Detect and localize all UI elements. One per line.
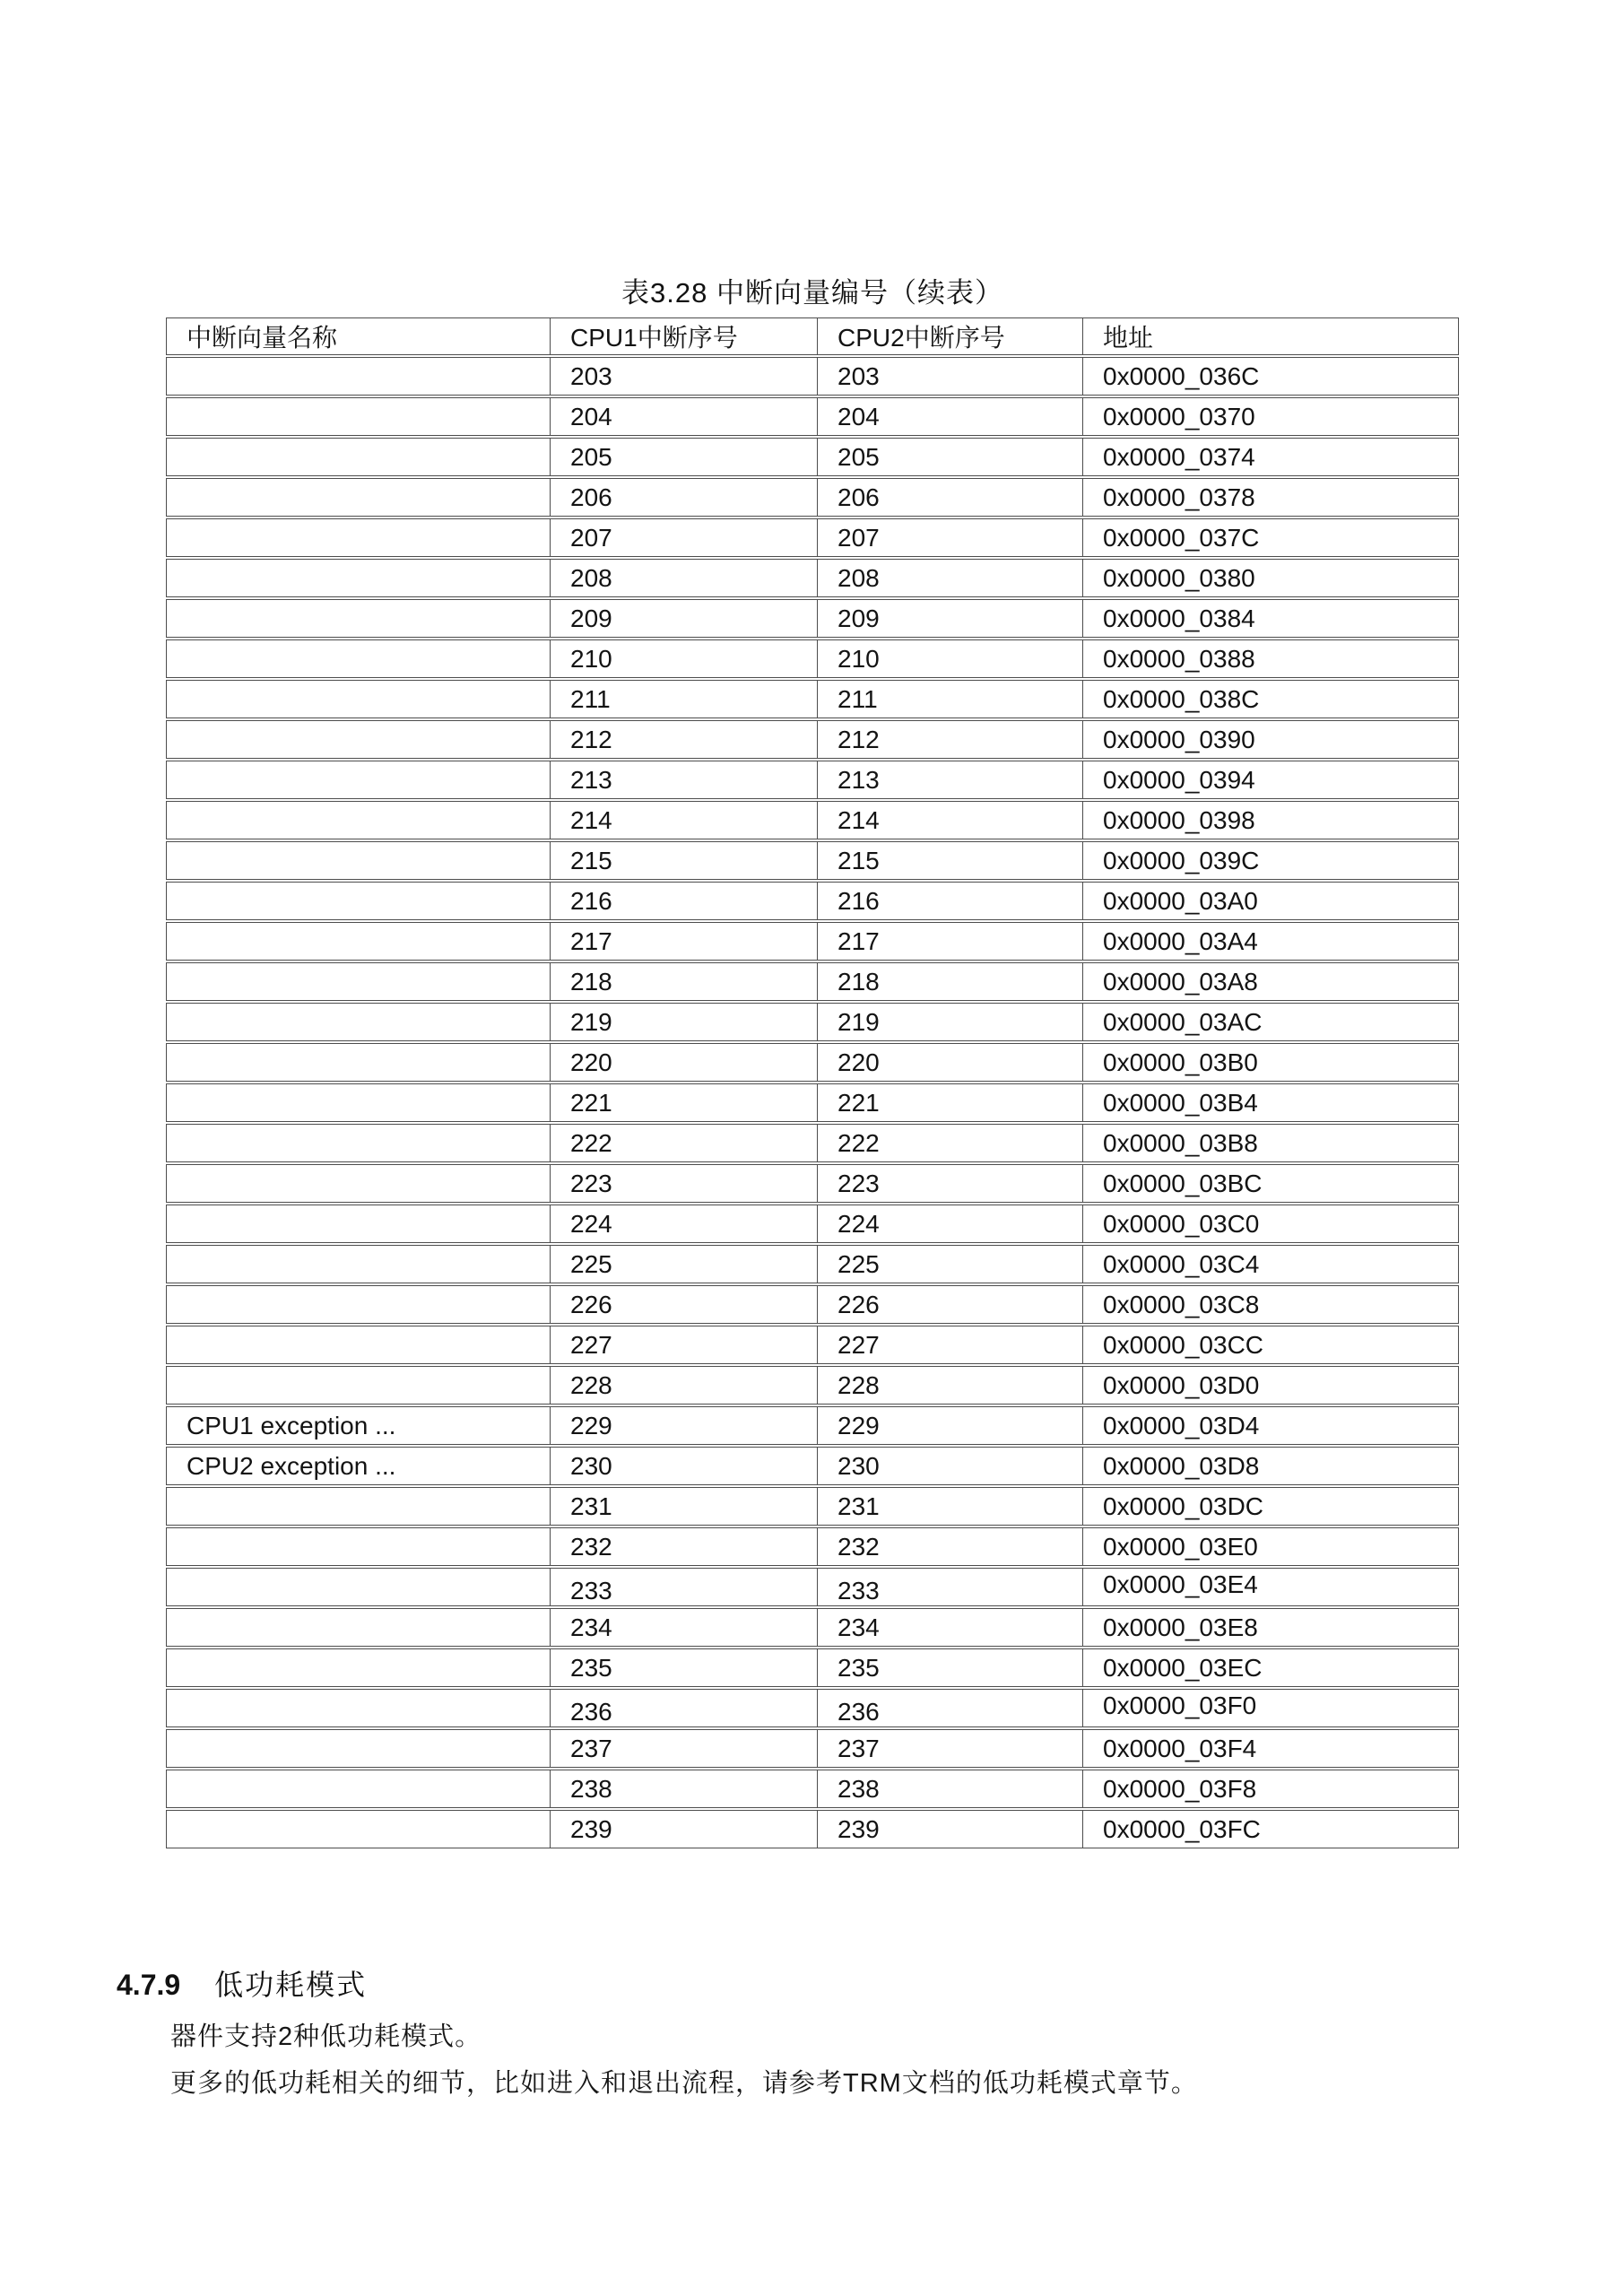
table-caption: 表3.28 中断向量编号（续表）: [621, 277, 1003, 309]
section-title: 低功耗模式: [214, 1969, 368, 2001]
table-row: [166, 1043, 1459, 1082]
cell-name: [166, 438, 551, 476]
cell-name: [166, 962, 551, 1001]
table-row: [166, 639, 1459, 678]
cell-name: [166, 882, 551, 920]
header-vector-name: 中断向量名称: [166, 317, 551, 355]
cell-addr: 0x0000_03FC: [1083, 1810, 1459, 1848]
cell-cpu1: 227: [551, 1326, 818, 1364]
cell-name: [166, 478, 551, 517]
cell-name: [166, 1245, 551, 1283]
table-row: [166, 1366, 1459, 1405]
cell-name: [166, 720, 551, 759]
table-row: [166, 1406, 1459, 1445]
table-row: [166, 1285, 1459, 1324]
table-row: [166, 1568, 1459, 1606]
cell-name: [166, 1770, 551, 1808]
table-row: [166, 559, 1459, 597]
table-row: [166, 1487, 1459, 1526]
cell-cpu2: 234: [818, 1608, 1083, 1647]
body-paragraph: 更多的低功耗相关的细节，比如进入和退出流程，请参考TRM文档的低功耗模式章节。: [170, 2069, 1198, 2098]
cell-name: [166, 1124, 551, 1162]
table-row: [166, 720, 1459, 759]
cell-cpu1: 213: [551, 761, 818, 799]
table-row: [166, 1770, 1459, 1808]
table-row: [166, 1648, 1459, 1687]
cell-name: [166, 1689, 551, 1727]
cell-addr: 0x0000_0378: [1083, 478, 1459, 517]
cell-cpu1: 205: [551, 438, 818, 476]
cell-name: [166, 518, 551, 557]
cell-addr: 0x0000_03CC: [1083, 1326, 1459, 1364]
cell-cpu2: 230: [818, 1447, 1083, 1485]
cell-cpu1: 212: [551, 720, 818, 759]
cell-name: [166, 559, 551, 597]
cell-addr: 0x0000_03A0: [1083, 882, 1459, 920]
cell-name: [166, 1810, 551, 1848]
cell-addr: 0x0000_03D4: [1083, 1406, 1459, 1445]
cell-addr: 0x0000_0384: [1083, 599, 1459, 638]
cell-addr: 0x0000_0388: [1083, 639, 1459, 678]
cell-cpu1: 222: [551, 1124, 818, 1162]
cell-addr: 0x0000_03DC: [1083, 1487, 1459, 1526]
cell-cpu2: 210: [818, 639, 1083, 678]
cell-cpu2: 238: [818, 1770, 1083, 1808]
cell-addr: 0x0000_03B8: [1083, 1124, 1459, 1162]
table-row: [166, 599, 1459, 638]
interrupt-vector-table: [166, 316, 1459, 1850]
cell-addr: 0x0000_03A4: [1083, 922, 1459, 961]
cell-cpu1: 226: [551, 1285, 818, 1324]
cell-cpu1: 234: [551, 1608, 818, 1647]
cell-name: [166, 1366, 551, 1405]
cell-cpu1: 214: [551, 801, 818, 839]
table-row: [166, 1527, 1459, 1566]
cell-cpu2: 226: [818, 1285, 1083, 1324]
cell-cpu2: 223: [818, 1164, 1083, 1203]
header-cpu1-number: CPU1中断序号: [551, 317, 818, 355]
table-row: [166, 438, 1459, 476]
cell-addr: 0x0000_0390: [1083, 720, 1459, 759]
cell-cpu2: 222: [818, 1124, 1083, 1162]
table-row: [166, 518, 1459, 557]
table-row: [166, 922, 1459, 961]
cell-name: [166, 1083, 551, 1122]
cell-name: [166, 397, 551, 436]
interrupt-table-body: [166, 357, 1459, 1848]
cell-addr: 0x0000_037C: [1083, 518, 1459, 557]
cell-addr: 0x0000_036C: [1083, 357, 1459, 396]
table-row: [166, 1245, 1459, 1283]
cell-name: CPU2 exception ...: [166, 1447, 551, 1485]
table-row: [166, 1124, 1459, 1162]
cell-cpu1: 229: [551, 1406, 818, 1445]
table-row: [166, 841, 1459, 880]
table-row: [166, 761, 1459, 799]
cell-cpu1: 216: [551, 882, 818, 920]
cell-cpu2: 212: [818, 720, 1083, 759]
cell-name: [166, 922, 551, 961]
cell-name: [166, 357, 551, 396]
cell-addr: 0x0000_03AC: [1083, 1003, 1459, 1041]
cell-cpu1: 215: [551, 841, 818, 880]
cell-cpu1: 237: [551, 1729, 818, 1768]
cell-cpu2: 219: [818, 1003, 1083, 1041]
section-heading: [117, 1962, 367, 2004]
cell-addr: 0x0000_03D8: [1083, 1447, 1459, 1485]
cell-cpu1: 233: [551, 1568, 818, 1606]
cell-cpu1: 235: [551, 1648, 818, 1687]
table-row: [166, 1326, 1459, 1364]
cell-cpu2: 225: [818, 1245, 1083, 1283]
cell-cpu1: 211: [551, 680, 818, 718]
table-row: [166, 357, 1459, 396]
cell-cpu2: 215: [818, 841, 1083, 880]
cell-cpu1: 225: [551, 1245, 818, 1283]
cell-cpu1: 218: [551, 962, 818, 1001]
cell-cpu2: 224: [818, 1205, 1083, 1243]
cell-cpu1: 224: [551, 1205, 818, 1243]
cell-cpu1: 231: [551, 1487, 818, 1526]
cell-cpu1: 207: [551, 518, 818, 557]
cell-cpu2: 232: [818, 1527, 1083, 1566]
cell-cpu2: 214: [818, 801, 1083, 839]
cell-cpu2: 211: [818, 680, 1083, 718]
cell-cpu1: 221: [551, 1083, 818, 1122]
cell-cpu1: 228: [551, 1366, 818, 1405]
cell-addr: 0x0000_0370: [1083, 397, 1459, 436]
cell-cpu2: 239: [818, 1810, 1083, 1848]
cell-cpu1: 208: [551, 559, 818, 597]
cell-cpu2: 207: [818, 518, 1083, 557]
table-row: [166, 1083, 1459, 1122]
cell-addr: 0x0000_03C0: [1083, 1205, 1459, 1243]
cell-name: [166, 761, 551, 799]
cell-addr: 0x0000_0380: [1083, 559, 1459, 597]
table-row: [166, 962, 1459, 1001]
cell-cpu2: 220: [818, 1043, 1083, 1082]
cell-name: [166, 1527, 551, 1566]
header-cpu2-number: CPU2中断序号: [818, 317, 1083, 355]
cell-cpu2: 213: [818, 761, 1083, 799]
cell-name: [166, 1164, 551, 1203]
table-row: [166, 478, 1459, 517]
cell-cpu1: 203: [551, 357, 818, 396]
header-address: 地址: [1083, 317, 1459, 355]
cell-name: [166, 1487, 551, 1526]
cell-cpu2: 233: [818, 1568, 1083, 1606]
cell-cpu2: 229: [818, 1406, 1083, 1445]
cell-cpu1: 230: [551, 1447, 818, 1485]
cell-addr: 0x0000_03F0: [1083, 1689, 1459, 1727]
cell-cpu1: 210: [551, 639, 818, 678]
table-row: [166, 680, 1459, 718]
cell-addr: 0x0000_03D0: [1083, 1366, 1459, 1405]
cell-name: [166, 1568, 551, 1606]
cell-cpu2: 208: [818, 559, 1083, 597]
cell-cpu2: 235: [818, 1648, 1083, 1687]
table-row: [166, 1164, 1459, 1203]
cell-name: [166, 1205, 551, 1243]
cell-addr: 0x0000_0394: [1083, 761, 1459, 799]
cell-name: [166, 801, 551, 839]
cell-addr: 0x0000_03B4: [1083, 1083, 1459, 1122]
cell-cpu2: 204: [818, 397, 1083, 436]
table-row: [166, 1447, 1459, 1485]
cell-cpu2: 205: [818, 438, 1083, 476]
body-paragraph: 器件支持2种低功耗模式。: [170, 2022, 482, 2051]
cell-cpu2: 231: [818, 1487, 1083, 1526]
cell-cpu1: 239: [551, 1810, 818, 1848]
cell-addr: 0x0000_03E0: [1083, 1527, 1459, 1566]
cell-addr: 0x0000_0398: [1083, 801, 1459, 839]
cell-addr: 0x0000_03EC: [1083, 1648, 1459, 1687]
cell-cpu2: 227: [818, 1326, 1083, 1364]
cell-name: [166, 599, 551, 638]
table-row: [166, 1729, 1459, 1768]
cell-cpu1: 232: [551, 1527, 818, 1566]
table-row: [166, 1689, 1459, 1727]
cell-cpu2: 237: [818, 1729, 1083, 1768]
cell-addr: 0x0000_038C: [1083, 680, 1459, 718]
cell-cpu1: 236: [551, 1689, 818, 1727]
cell-cpu2: 217: [818, 922, 1083, 961]
table-header-row: [166, 317, 1459, 355]
cell-cpu2: 203: [818, 357, 1083, 396]
cell-addr: 0x0000_03B0: [1083, 1043, 1459, 1082]
cell-cpu1: 204: [551, 397, 818, 436]
cell-cpu1: 219: [551, 1003, 818, 1041]
table-row: [166, 1608, 1459, 1647]
table-row: [166, 397, 1459, 436]
cell-addr: 0x0000_03C8: [1083, 1285, 1459, 1324]
cell-name: [166, 639, 551, 678]
cell-cpu2: 228: [818, 1366, 1083, 1405]
cell-addr: 0x0000_03F8: [1083, 1770, 1459, 1808]
cell-cpu2: 236: [818, 1689, 1083, 1727]
cell-addr: 0x0000_03E8: [1083, 1608, 1459, 1647]
cell-cpu1: 238: [551, 1770, 818, 1808]
cell-name: [166, 1003, 551, 1041]
cell-cpu2: 209: [818, 599, 1083, 638]
cell-addr: 0x0000_03C4: [1083, 1245, 1459, 1283]
cell-cpu1: 206: [551, 478, 818, 517]
table-row: [166, 1205, 1459, 1243]
cell-name: CPU1 exception ...: [166, 1406, 551, 1445]
cell-addr: 0x0000_03E4: [1083, 1568, 1459, 1606]
cell-addr: 0x0000_03F4: [1083, 1729, 1459, 1768]
cell-name: [166, 1729, 551, 1768]
cell-cpu1: 209: [551, 599, 818, 638]
table-row: [166, 882, 1459, 920]
cell-cpu2: 218: [818, 962, 1083, 1001]
cell-name: [166, 841, 551, 880]
table-row: [166, 801, 1459, 839]
cell-addr: 0x0000_039C: [1083, 841, 1459, 880]
cell-name: [166, 1326, 551, 1364]
cell-addr: 0x0000_03A8: [1083, 962, 1459, 1001]
table-row: [166, 1810, 1459, 1848]
cell-addr: 0x0000_03BC: [1083, 1164, 1459, 1203]
table-row: [166, 1003, 1459, 1041]
cell-cpu1: 217: [551, 922, 818, 961]
cell-name: [166, 1043, 551, 1082]
cell-cpu2: 216: [818, 882, 1083, 920]
cell-name: [166, 1608, 551, 1647]
cell-cpu1: 223: [551, 1164, 818, 1203]
cell-cpu2: 221: [818, 1083, 1083, 1122]
cell-addr: 0x0000_0374: [1083, 438, 1459, 476]
section-number: 4.7.9: [117, 1969, 181, 2001]
cell-cpu2: 206: [818, 478, 1083, 517]
cell-name: [166, 1285, 551, 1324]
cell-name: [166, 1648, 551, 1687]
cell-cpu1: 220: [551, 1043, 818, 1082]
cell-name: [166, 680, 551, 718]
